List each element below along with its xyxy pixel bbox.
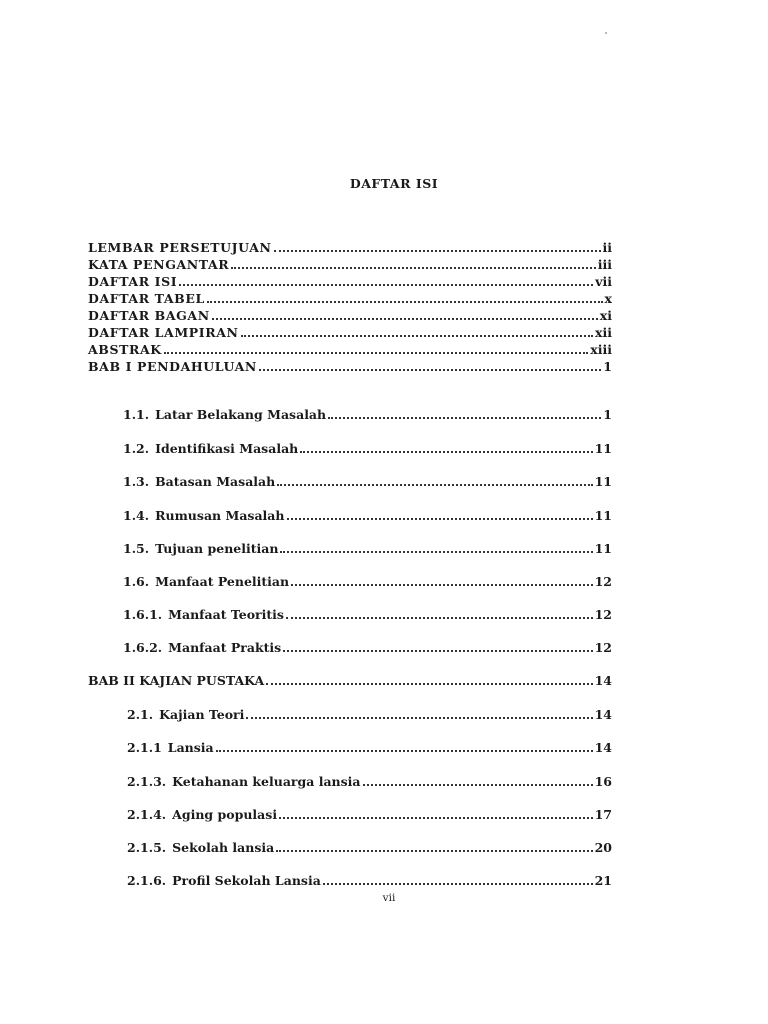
section-title: Latar Belakang Masalah: [155, 407, 327, 422]
toc-entry: [88, 256, 612, 272]
section-title: Manfaat Penelitian: [155, 574, 290, 589]
toc-subentry: [127, 773, 612, 789]
dot-leader: [212, 318, 598, 320]
toc-subentry: [127, 806, 612, 822]
toc-subentry-label: [123, 542, 278, 556]
toc-subentry-label: [123, 442, 298, 456]
toc-entry-page: ii: [602, 240, 612, 255]
toc-subentry: [123, 440, 612, 456]
toc-entry-label: BAB I PENDAHULUAN: [88, 359, 257, 374]
toc-entry-page: 1: [603, 359, 612, 374]
toc-entry-label: DAFTAR LAMPIRAN: [88, 325, 239, 340]
toc-subentry-label: [127, 841, 274, 855]
toc-entry-label: DAFTAR TABEL: [88, 291, 205, 306]
toc-chapter-page: 14: [594, 673, 612, 688]
toc-entry-label: ABSTRAK: [88, 342, 162, 357]
toc-entry-page: xii: [595, 325, 612, 340]
toc-entry: [88, 307, 612, 323]
toc-subentry-label: [127, 808, 277, 822]
toc-subentry-page: 20: [594, 840, 612, 855]
section-number: 1.5.: [123, 541, 150, 556]
toc-subentry-page: 17: [594, 807, 612, 822]
toc-subentry-page: 11: [594, 441, 612, 456]
toc-chapter-label: BAB II KAJIAN PUSTAKA: [88, 673, 265, 688]
scan-speck: [605, 32, 607, 34]
dot-leader: [300, 451, 592, 453]
section-number: 2.1.6.: [127, 873, 167, 888]
toc-subentry-label: [123, 641, 281, 655]
section-title: Sekolah lansia: [172, 840, 275, 855]
toc-entry: [88, 239, 612, 255]
dot-leader: [323, 883, 593, 885]
toc-subentry: [123, 406, 612, 422]
toc-chapter-entry: [88, 672, 612, 688]
dot-leader: [259, 369, 601, 371]
section-number: 1.6.2.: [123, 640, 163, 655]
section-title: Manfaat Praktis: [168, 640, 282, 655]
toc-subentry-page: 11: [594, 508, 612, 523]
section-title: Manfaat Teoritis: [168, 607, 284, 622]
toc-entry: [88, 324, 612, 340]
toc-subentry-page: 1: [603, 407, 612, 422]
section-number: 1.2.: [123, 441, 150, 456]
section-title: Ketahanan keluarga lansia: [172, 774, 361, 789]
toc-entry-page: x: [604, 291, 612, 306]
dot-leader: [231, 267, 595, 269]
toc-subentry: [127, 739, 612, 755]
toc-subentry-label: [123, 408, 326, 422]
section-number: 2.1.4.: [127, 807, 167, 822]
toc-subentry-label: [127, 741, 214, 755]
section-title: Tujuan penelitian: [155, 541, 279, 556]
toc-entry-page: iii: [597, 257, 612, 272]
toc-subentry-label: [127, 708, 244, 722]
dot-leader: [283, 650, 592, 652]
toc-entry: [88, 341, 612, 357]
section-title: Profil Sekolah Lansia: [172, 873, 321, 888]
toc-subentry-label: [123, 575, 289, 589]
section-title: Lansia: [167, 740, 214, 755]
toc-subentry-label: [127, 874, 321, 888]
dot-leader: [291, 584, 592, 586]
page-number-footer: vii: [382, 892, 396, 904]
section-number: 1.3.: [123, 474, 150, 489]
page-title: DAFTAR ISI: [349, 176, 439, 191]
dot-leader: [328, 417, 601, 419]
dot-leader: [216, 750, 593, 752]
section-number: 1.4.: [123, 508, 150, 523]
toc-subentry-label: [127, 775, 361, 789]
section-number: 1.6.: [123, 574, 150, 589]
toc-subentry: [123, 507, 612, 523]
toc-entry-label: KATA PENGANTAR: [88, 257, 230, 272]
dot-leader: [274, 250, 601, 252]
toc-subentry: [123, 540, 612, 556]
toc-subentry-page: 12: [594, 640, 612, 655]
toc-entry-label: DAFTAR BAGAN: [88, 308, 210, 323]
dot-leader: [280, 551, 592, 553]
dot-leader: [363, 784, 593, 786]
toc-entry: [88, 273, 612, 289]
toc-entry-page: xi: [599, 308, 612, 323]
toc-entry-page: xiii: [590, 342, 612, 357]
toc-subentry: [127, 839, 612, 855]
toc-subentry: [123, 639, 612, 655]
section-title: Rumusan Masalah: [155, 508, 285, 523]
toc-subentry-page: 14: [594, 740, 612, 755]
toc-subentry-page: 12: [594, 607, 612, 622]
dot-leader: [207, 301, 603, 303]
section-number: 2.1.5.: [127, 840, 167, 855]
section-title: Aging populasi: [172, 807, 278, 822]
section-number: 2.1.1: [127, 740, 162, 755]
toc-entry: [88, 358, 612, 374]
dot-leader: [277, 484, 592, 486]
dot-leader: [286, 617, 593, 619]
toc-entry-label: LEMBAR PERSETUJUAN: [88, 240, 272, 255]
toc-subentry: [127, 872, 612, 888]
toc-subentry-label: [123, 608, 284, 622]
dot-leader: [164, 352, 589, 354]
toc-subentry-page: 14: [594, 707, 612, 722]
section-title: Batasan Masalah: [155, 474, 276, 489]
dot-leader: [279, 817, 593, 819]
section-title: Kajian Teori: [159, 707, 245, 722]
dot-leader: [287, 518, 593, 520]
toc-subentry-page: 12: [594, 574, 612, 589]
toc-subentry-page: 16: [594, 774, 612, 789]
dot-leader: [266, 683, 592, 685]
toc-subentry-label: [123, 509, 285, 523]
toc-entry-page: vii: [595, 274, 612, 289]
section-number: 2.1.3.: [127, 774, 167, 789]
dot-leader: [241, 335, 593, 337]
section-number: 2.1.: [127, 707, 154, 722]
dot-leader: [179, 284, 593, 286]
section-title: Identifikasi Masalah: [155, 441, 299, 456]
toc-subentry-page: 11: [594, 541, 612, 556]
toc-subentry-page: 11: [594, 474, 612, 489]
toc-subentry: [127, 706, 612, 722]
section-number: 1.6.1.: [123, 607, 163, 622]
toc-entry-label: DAFTAR ISI: [88, 274, 178, 289]
toc-subentry: [123, 606, 612, 622]
section-number: 1.1.: [123, 407, 150, 422]
dot-leader: [246, 717, 592, 719]
toc-subentry: [123, 573, 612, 589]
toc-subentry-page: 21: [594, 873, 612, 888]
toc-entry: [88, 290, 612, 306]
toc-subentry-label: [123, 475, 275, 489]
toc-subentry: [123, 473, 612, 489]
dot-leader: [276, 850, 592, 852]
